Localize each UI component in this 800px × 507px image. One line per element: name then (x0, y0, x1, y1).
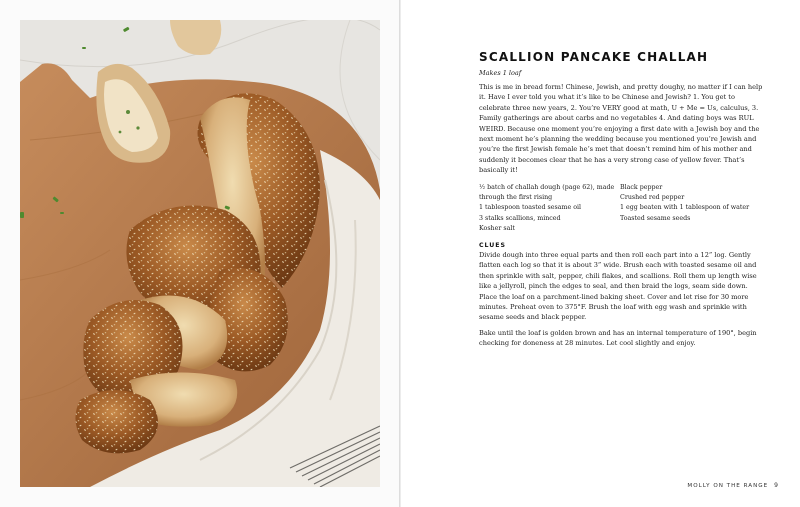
ingredient-item: 3 stalks scallions, minced (479, 214, 561, 222)
ingredient-item: Kosher salt (479, 224, 515, 232)
method-step: Divide dough into three equal parts and then roll each part into a 12” log. Gently flatten each log so that it is about 3” wide. Brush each with toasted sesame oil and then sprinkle with salt, pepper, chili flakes, and scallions. Roll them up length wise like a jellyroll, pinch the edges to seal, and then braid the logs, seam side down. Place the loaf on a parchment-lined baking sheet. Cover and let rise for 30 more minutes. Preheat oven to 375°F. Brush the loaf with egg wash and sprinkle with sesame seeds and black pepper. (479, 251, 757, 322)
page-number: 9 (774, 482, 778, 489)
page-footer (687, 482, 778, 489)
ingredients-column-left (479, 183, 620, 234)
running-book-title: MOLLY ON THE RANGE (687, 483, 769, 489)
ingredients-column-right (620, 183, 770, 234)
ingredient-item: 1 tablespoon toasted sesame oil (479, 204, 582, 212)
ingredient-item: Crushed red pepper (620, 194, 685, 202)
ingredient-item: Toasted sesame seeds (620, 214, 691, 222)
challah-photo-illustration (20, 20, 380, 487)
ingredient-item: ½ batch of challah dough (page 62), made through the first rising (479, 184, 615, 202)
ingredient-item: Black pepper (620, 184, 663, 191)
recipe-yield: Makes 1 loaf (479, 69, 522, 77)
recipe-title: SCALLION PANCAKE CHALLAH (479, 50, 709, 64)
method-step: Bake until the loaf is golden brown and has an internal temperature of 190°, begin checking for doneness at 28 minutes. Let cool slightly and enjoy. (479, 329, 757, 348)
method-heading: CLUES (479, 242, 506, 249)
recipe-intro: This is me in bread form! Chinese, Jewish, and pretty doughy, no matter if I can help it. Have I ever told you what it’s like to be Chinese and Jewish? 1. You get to celebrate three new years, 2. You’re VERY good at math, U + Me = Us, calculus, 3. Family gatherings are about carbs and no vegetables 4. And dating boys was RUL WEIRD. Because one moment you’re enjoying a first date with a Jewish boy and the next moment he’s planning the wedding because you mentioned you’re Jewish and you’re the first Jewish female he’s met that doesn’t remind him of his mother and suddenly it becomes clear that he has a very strong case of yellow fever. That’s basically it! (479, 83, 763, 175)
right-page (401, 0, 800, 507)
challah-bread-photo (20, 20, 380, 487)
ingredient-item: 1 egg beaten with 1 tablespoon of water (620, 204, 750, 212)
ingredients-list (479, 183, 779, 234)
